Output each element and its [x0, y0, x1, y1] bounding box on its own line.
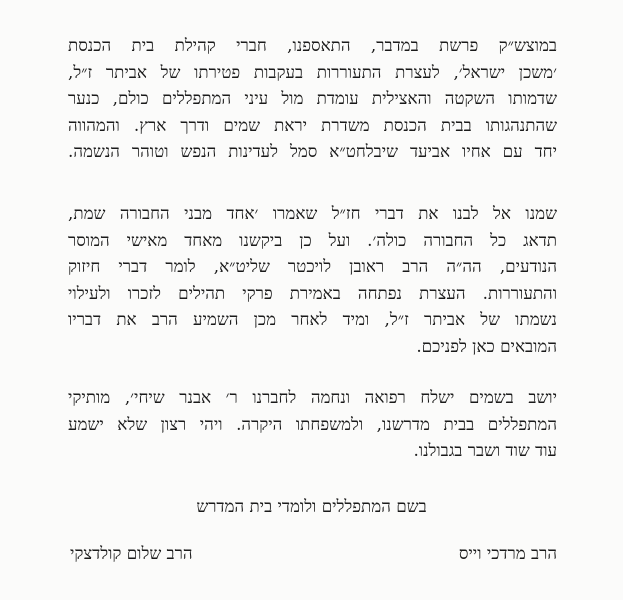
paragraph-middle: [68, 200, 557, 359]
paragraph-line: המתפללים בבית מדרשנו, ולמשפחתו היקרה. ויהי רצון שלא ישמע: [68, 413, 557, 434]
signoff-line: בשם המתפללים ולומדי בית המדרש: [196, 496, 427, 516]
paragraph-line: המובאים כאן לפניכם.: [416, 335, 557, 356]
paragraph-line: והתעוררות. העצרת נפתחה באמירת פרקי תהילים לזכרו ולעילוי: [68, 282, 557, 303]
paragraph-line: הנודעים, הה״ה הרב ראובן לויכטר שליט״א, לומר דברי חיזוק: [68, 256, 557, 276]
paragraph-line: עוד שוד ושבר בגבולנו.: [413, 440, 557, 460]
paragraph-line: נשמתו של אביתר ז״ל, ומיד לאחר מכן השמיע הרב את דבריו: [68, 309, 557, 329]
signature-mordechai-weiss: הרב מרדכי וייס: [458, 543, 557, 563]
paragraph-line: יושב בשמים ישלח רפואה ונחמה לחברנו ר׳ אבנר שיחי׳, מותיקי: [68, 387, 557, 407]
paragraph-line: שדמותו השקטה והאצילית עומדת מול עיני המתפללים כולם, כנער: [68, 88, 557, 108]
paragraph-closing: [68, 384, 557, 464]
paragraph-line: במוצש״ק פרשת במדבר, התאספנו, חברי קהילת בית הכנסת: [68, 35, 557, 55]
paragraph-line: יחד עם אחיו אביעד שיבלחט״א סמל לעדינות הנפש וטוהר הנשמה.: [68, 141, 557, 161]
paragraph-line: שמנו אל לבנו את דברי חז״ל שאמרו ׳אחד מבני החבורה שמת,: [68, 203, 557, 223]
paragraph-line: ׳משכן ישראל׳, לעצרת התעוררות בעקבות פטירתו של אביתר ז״ל,: [68, 61, 557, 82]
paragraph-line: תדאג כל החבורה כולה׳. ועל כן ביקשנו מאחד מאישי המוסר: [68, 229, 557, 250]
paragraph-opening: [68, 32, 557, 165]
paragraph-line: שהתנהגותו בבית הכנסת משדרת יראת שמים ודרך ארץ. והמהווה: [68, 114, 557, 135]
signature-shalom-koldetsky: הרב שלום קולדצקי: [70, 543, 193, 563]
